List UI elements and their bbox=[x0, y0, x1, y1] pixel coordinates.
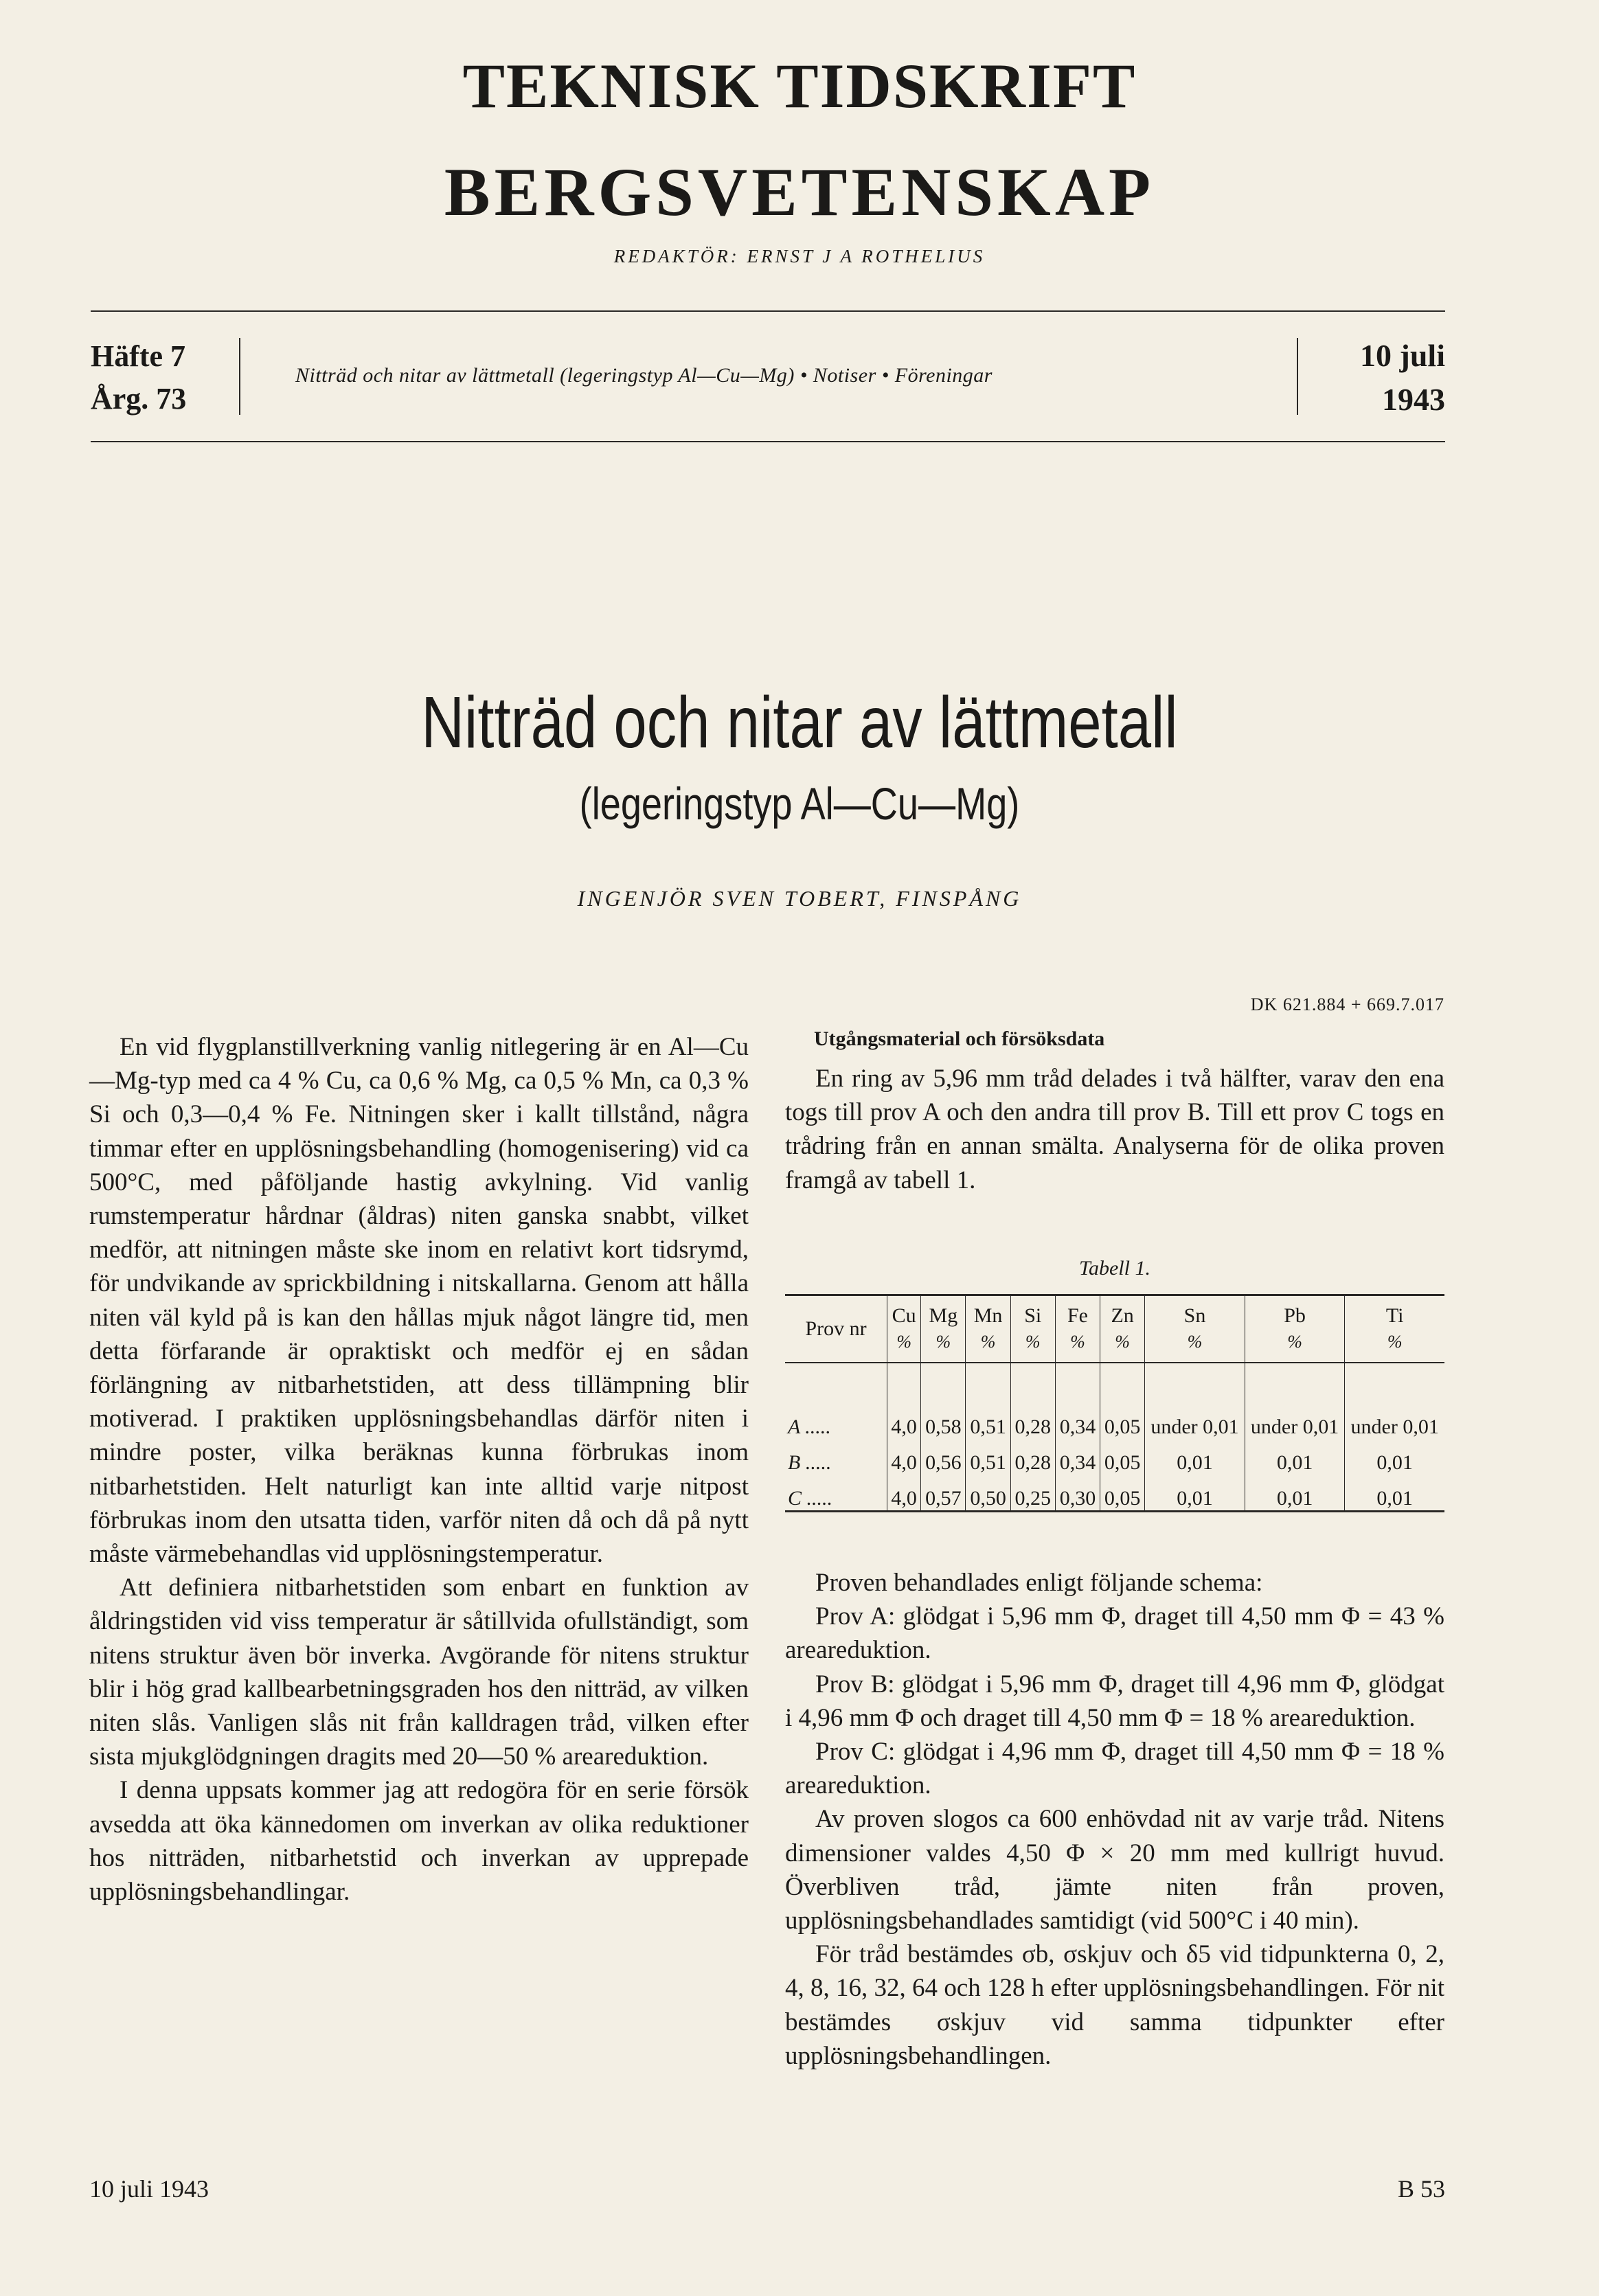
cell: 4,0 bbox=[887, 1363, 921, 1439]
cell: 0,28 bbox=[1010, 1363, 1055, 1439]
cell: 0,34 bbox=[1055, 1363, 1100, 1439]
cell: 0,01 bbox=[1145, 1439, 1245, 1475]
page-number: B 53 bbox=[1397, 2175, 1445, 2203]
masthead-subtitle: BERGSVETENSKAP bbox=[444, 154, 1155, 230]
paragraph: En vid flygplanstillverkning vanlig nitlegering är en Al—Cu—Mg-typ med ca 4 % Cu, ca 0,6 % Mg, ca 0,5 % Mn, ca 0,3 % Si och 0,3—0,4 % Fe. Nitningen sker i kallt tillstånd, några timmar efter en upplösningsbehandling (homogenisering) vid ca 500°C, med påföljande hastig avkylning. Vid vanlig rumstemperatur hårdnar (åldras) niten ganska snabbt, vilket medför, att nitningen måste ske inom en relativt kort tidsrymd, för undvikande av sprickbildning i nitskallarna. Genom att hålla niten väl kyld på is kan den hållas mjuk något längre tid, men detta förfarande är opraktiskt och medför ej en sådan förlängning av nitbarhetstiden, att dess tillämpning blir motiverad. I praktiken upplösningsbehandlas därför niten i mindre poster, vilka beräknas kunna förbrukas inom nitbarhetstiden. Helt naturligt kan inte alltid varje nitpost förbrukas inom den utsatta tiden, varför niten då och då på nytt måste värmebehandlas vid upplösningstemperatur. bbox=[89, 1033, 749, 1569]
article-author: INGENJÖR SVEN TOBERT, FINSPÅNG bbox=[577, 886, 1022, 911]
paragraph: Prov B: glödgat i 5,96 mm Φ, draget till 4,96 mm Φ, glödgat i 4,96 mm Φ och draget till 4,50 mm Φ = 18 % areareduktion. bbox=[785, 1670, 1444, 1732]
table-header-row bbox=[785, 1295, 1444, 1363]
header-mn: Mn % bbox=[966, 1295, 1010, 1363]
issue-divider-left bbox=[239, 338, 240, 415]
dk-classification: DK 621.884 + 669.7.017 bbox=[1250, 994, 1444, 1014]
right-column-intro bbox=[785, 1062, 1444, 1197]
composition-table bbox=[785, 1294, 1444, 1512]
cell: 0,30 bbox=[1055, 1475, 1100, 1512]
cell: 0,01 bbox=[1245, 1439, 1345, 1475]
masthead-title: TEKNISK TIDSKRIFT bbox=[462, 51, 1137, 121]
cell-prov: B ..... bbox=[788, 1451, 832, 1474]
cell: 4,0 bbox=[887, 1475, 921, 1512]
issue-number: Häfte 7 bbox=[91, 339, 186, 373]
paragraph: Av proven slogos ca 600 enhövdad nit av varje tråd. Nitens dimensioner valdes 4,50 Φ × 20 mm med kullrigt huvud. Överbliven tråd, jämte niten från proven, upplösningsbehandlades samtidigt (vid 500°C i 40 min). bbox=[785, 1805, 1444, 1935]
cell: 0,01 bbox=[1145, 1475, 1245, 1512]
left-column bbox=[89, 1030, 749, 1909]
paragraph: Prov C: glödgat i 4,96 mm Φ, draget till 4,50 mm Φ = 18 % areareduktion. bbox=[785, 1738, 1444, 1800]
table-caption: Tabell 1. bbox=[1079, 1257, 1150, 1280]
cell: 0,50 bbox=[966, 1475, 1010, 1512]
issue-date bbox=[1305, 334, 1445, 422]
cell: 0,01 bbox=[1245, 1475, 1345, 1512]
top-rule bbox=[91, 310, 1445, 312]
header-cu: Cu % bbox=[887, 1295, 921, 1363]
cell: under 0,01 bbox=[1245, 1363, 1345, 1439]
cell-prov: C ..... bbox=[788, 1487, 833, 1510]
right-column-body bbox=[785, 1566, 1444, 2073]
cell: 0,56 bbox=[921, 1439, 966, 1475]
issue-info bbox=[91, 335, 186, 420]
volume-number: Årg. 73 bbox=[91, 382, 187, 416]
cell-prov: A ..... bbox=[788, 1416, 831, 1438]
header-si: Si % bbox=[1010, 1295, 1055, 1363]
paragraph: Att definiera nitbarhetstiden som enbart en funktion av åldringstiden vid viss temperatur är såtillvida ofullständigt, som nitens struktur även bör inverka. Avgörande för nitens struktur blir i hög grad kallbearbetningsgraden hos den nitträd, av vilken niten slås. Vanligen slås nit från kalldragen tråd, vilken efter sista mjukglödgningen dragits med 20—50 % areareduktion. bbox=[89, 1573, 749, 1771]
header-sn: Sn % bbox=[1145, 1295, 1245, 1363]
cell: 0,51 bbox=[966, 1439, 1010, 1475]
cell: 0,01 bbox=[1345, 1439, 1444, 1475]
header-ti: Ti % bbox=[1345, 1295, 1444, 1363]
paragraph: Proven behandlades enligt följande schema: bbox=[815, 1569, 1263, 1597]
paragraph: Prov A: glödgat i 5,96 mm Φ, draget till 4,50 mm Φ = 43 % areareduktion. bbox=[785, 1602, 1444, 1665]
header-fe: Fe % bbox=[1055, 1295, 1100, 1363]
cell: 0,05 bbox=[1100, 1363, 1145, 1439]
issue-divider-right bbox=[1297, 338, 1298, 415]
paragraph: I denna uppsats kommer jag att redogöra för en serie försök avsedda att öka kännedomen om inverkan av olika reduktioner hos nitträden, nitbarhetstid och inverkan av upprepade upplösningsbehandlingar. bbox=[89, 1776, 749, 1907]
cell: under 0,01 bbox=[1145, 1363, 1245, 1439]
table-row bbox=[785, 1475, 1444, 1512]
paragraph: En ring av 5,96 mm tråd delades i två hälfter, varav den ena togs till prov A och den andra till prov B. Till ett prov C togs en trådring från en annan smälta. Analyserna för de olika proven framgå av tabell 1. bbox=[785, 1065, 1444, 1194]
header-zn: Zn % bbox=[1100, 1295, 1145, 1363]
cell: 0,05 bbox=[1100, 1439, 1145, 1475]
issue-year: 1943 bbox=[1382, 382, 1445, 417]
header-prov: Prov nr bbox=[805, 1317, 867, 1340]
cell: 0,58 bbox=[921, 1363, 966, 1439]
section-heading: Utgångsmaterial och försöksdata bbox=[814, 1027, 1105, 1050]
header-pb: Pb % bbox=[1245, 1295, 1345, 1363]
header-mg: Mg % bbox=[921, 1295, 966, 1363]
cell: 0,28 bbox=[1010, 1439, 1055, 1475]
table-row bbox=[785, 1439, 1444, 1475]
cell: under 0,01 bbox=[1345, 1363, 1444, 1439]
table-row bbox=[785, 1363, 1444, 1439]
cell: 0,25 bbox=[1010, 1475, 1055, 1512]
cell: 0,01 bbox=[1345, 1475, 1444, 1512]
cell: 0,05 bbox=[1100, 1475, 1145, 1512]
paragraph: För tråd bestämdes σb, σskjuv och δ5 vid tidpunkterna 0, 2, 4, 8, 16, 32, 64 och 128 h efter upplösningsbehandlingen. För nit bestämdes σskjuv vid samma tidpunkter efter upplösningsbehandlingen. bbox=[785, 1940, 1444, 2070]
editor-line: REDAKTÖR: ERNST J A ROTHELIUS bbox=[613, 246, 986, 266]
article-title: Nitträd och nitar av lättmetall bbox=[421, 682, 1178, 763]
article-subtitle: (legeringstyp Al—Cu—Mg) bbox=[579, 778, 1020, 829]
issue-day: 10 juli bbox=[1360, 338, 1445, 373]
cell: 0,51 bbox=[966, 1363, 1010, 1439]
cell: 4,0 bbox=[887, 1439, 921, 1475]
cell: 0,57 bbox=[921, 1475, 966, 1512]
issue-contents: Nitträd och nitar av lättmetall (legeringstyp Al—Cu—Mg) • Notiser • Föreningar bbox=[295, 364, 993, 387]
cell: 0,34 bbox=[1055, 1439, 1100, 1475]
bottom-rule bbox=[91, 441, 1445, 442]
footer-date: 10 juli 1943 bbox=[89, 2175, 209, 2203]
